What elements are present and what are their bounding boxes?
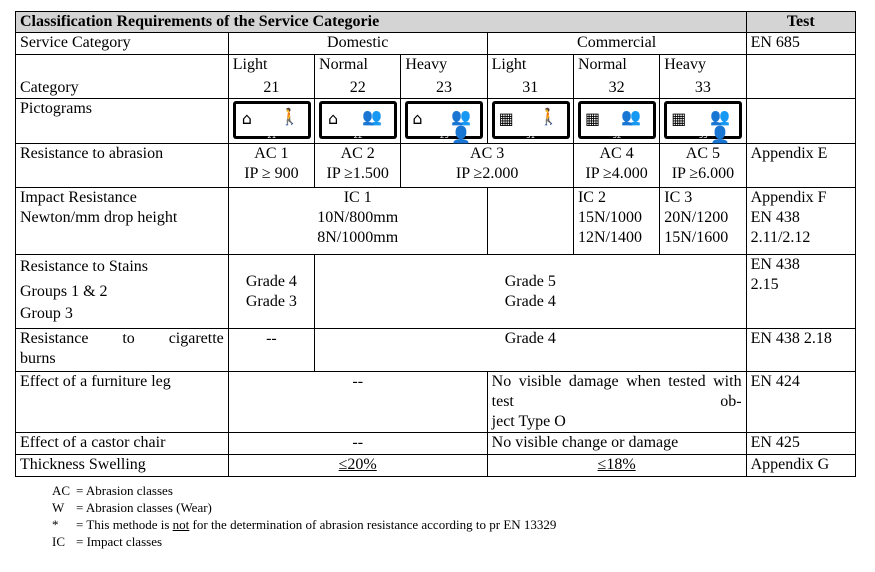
service-category-label: Service Category — [16, 33, 229, 55]
category-label: Category — [16, 78, 229, 99]
pictogram-31-icon: ▦ 🚶 31 — [492, 101, 570, 139]
castor-com: No visible change or damage — [487, 433, 746, 455]
impact-label-cell — [16, 188, 229, 255]
abrasion-ac2-cell — [315, 144, 401, 188]
abrasion-label: Resistance to abrasion — [16, 144, 229, 188]
pictogram-32-icon: ▦ 👥 32 — [578, 101, 656, 139]
swelling-label: Thickness Swelling — [16, 455, 229, 477]
cigarette-label-line2: burns — [20, 350, 56, 367]
abrasion-ip3: IP ≥2.000 — [455, 165, 519, 182]
blank-cell — [746, 78, 855, 99]
impact-ic3-cell — [660, 188, 746, 255]
impact-test-2: EN 438 — [750, 209, 800, 226]
cigarette-label-cell — [16, 329, 229, 372]
test-en685: EN 685 — [746, 33, 855, 55]
impact-test-3: 2.11/2.12 — [750, 229, 811, 246]
abrasion-ac3: AC 3 — [470, 145, 505, 162]
stains-dom-g3: Grade 3 — [245, 292, 297, 310]
level-heavy-com: Heavy — [660, 55, 746, 78]
abrasion-ac1: AC 1 — [254, 145, 289, 162]
stains-groups-12: Groups 1 & 2 — [20, 283, 108, 300]
cigarette-label-line1: Resistance to cigarette — [20, 330, 224, 347]
stains-com-cell — [315, 255, 747, 329]
pictogram-cell — [660, 99, 746, 144]
impact-test-cell — [746, 188, 855, 255]
abrasion-ac4-cell — [573, 144, 659, 188]
table-title: Classification Requirements of the Service Categorie — [16, 12, 747, 33]
abrasion-ac2: AC 2 — [340, 145, 375, 162]
footnote-w: W = Abrasion classes (Wear) — [52, 500, 212, 515]
category-31: 31 — [487, 78, 573, 99]
pictogram-33-icon: ▦ 👥👤 33 — [664, 101, 742, 139]
level-normal-dom: Normal — [315, 55, 401, 78]
stains-com-g12: Grade 5 — [504, 272, 556, 290]
furniture-com-line1: No visible damage when tested with test ob- — [491, 373, 742, 410]
furniture-com-line2: ject Type O — [491, 413, 566, 430]
abrasion-ip4: IP ≥4.000 — [585, 165, 648, 182]
impact-ic1-cell — [228, 188, 487, 255]
swelling-dom: ≤20% — [228, 455, 487, 477]
furniture-dom: -- — [228, 372, 487, 433]
swelling-test: Appendix G — [746, 455, 855, 477]
castor-test: EN 425 — [746, 433, 855, 455]
stains-dom-g12: Grade 4 — [245, 272, 297, 290]
stains-test-1: EN 438 — [750, 256, 800, 273]
stains-group-3: Group 3 — [20, 305, 73, 322]
impact-ic1: IC 1 — [343, 189, 372, 206]
category-33: 33 — [660, 78, 746, 99]
pictogram-21-icon: ⌂ 🚶 21 — [233, 101, 311, 139]
abrasion-ac3-cell — [401, 144, 574, 188]
footnotes — [52, 482, 556, 550]
impact-label: Impact Resistance — [20, 189, 137, 206]
abrasion-test: Appendix E — [746, 144, 855, 188]
category-22: 22 — [315, 78, 401, 99]
category-21: 21 — [228, 78, 314, 99]
footnote-ac: AC = Abrasion classes — [52, 483, 173, 498]
pictogram-22-icon: ⌂ 👥 22 — [319, 101, 397, 139]
impact-ic1-a: 10N/800mm — [317, 209, 399, 226]
furniture-com-cell — [487, 372, 746, 433]
stains-label: Resistance to Stains — [20, 258, 148, 275]
stains-test-cell — [746, 255, 855, 329]
castor-label: Effect of a castor chair — [16, 433, 229, 455]
blank-cell — [746, 55, 855, 78]
level-heavy-dom: Heavy — [401, 55, 487, 78]
domestic-header: Domestic — [228, 33, 487, 55]
pictogram-cell — [315, 99, 401, 144]
impact-ic2-a: 15N/1000 — [577, 209, 642, 226]
abrasion-ac4: AC 4 — [599, 145, 634, 162]
castor-dom: -- — [228, 433, 487, 455]
abrasion-ip5: IP ≥6.000 — [671, 165, 735, 182]
blank-cell — [16, 55, 229, 78]
impact-ic3-a: 20N/1200 — [664, 209, 729, 226]
category-23: 23 — [401, 78, 487, 99]
abrasion-ip2: IP ≥1.500 — [326, 165, 389, 182]
pictogram-cell — [401, 99, 487, 144]
cigarette-com: Grade 4 — [315, 329, 747, 372]
classification-table — [15, 11, 856, 477]
category-32: 32 — [573, 78, 659, 99]
impact-ic2-b: 12N/1400 — [577, 229, 642, 246]
impact-ic2: IC 2 — [577, 189, 606, 206]
cigarette-dom: -- — [228, 329, 314, 372]
level-light-dom: Light — [228, 55, 314, 78]
stains-com-g3: Grade 4 — [504, 292, 556, 310]
level-normal-com: Normal — [573, 55, 659, 78]
pictogram-cell — [228, 99, 314, 144]
commercial-header: Commercial — [487, 33, 746, 55]
level-light-com: Light — [487, 55, 573, 78]
furniture-label: Effect of a furniture leg — [16, 372, 229, 433]
abrasion-ac5-cell — [660, 144, 746, 188]
pictogram-cell — [487, 99, 573, 144]
stains-label-cell — [16, 255, 229, 329]
abrasion-ac1-cell — [228, 144, 314, 188]
swelling-com: ≤18% — [487, 455, 746, 477]
impact-sublabel: Newton/mm drop height — [20, 209, 178, 226]
impact-ic1-b: 8N/1000mm — [317, 229, 399, 246]
cigarette-test: EN 438 2.18 — [746, 329, 855, 372]
footnote-star: * = This methode is not for the determination of abrasion resistance according to pr EN 13329 — [52, 517, 557, 532]
test-header: Test — [746, 12, 855, 33]
furniture-test: EN 424 — [746, 372, 855, 433]
stains-dom-cell — [228, 255, 314, 329]
abrasion-ip1: IP ≥ 900 — [244, 165, 299, 182]
blank-cell — [746, 99, 855, 144]
impact-test-1: Appendix F — [750, 189, 827, 206]
pictogram-23-icon: ⌂ 👥👤 23 — [405, 101, 483, 139]
blank-cell — [487, 188, 573, 255]
stains-test-2: 2.15 — [750, 276, 779, 293]
pictogram-cell — [573, 99, 659, 144]
impact-ic2-cell — [573, 188, 659, 255]
footnote-ic: IC = Impact classes — [52, 534, 163, 549]
pictograms-label: Pictograms — [16, 99, 229, 144]
impact-ic3: IC 3 — [664, 189, 693, 206]
abrasion-ac5: AC 5 — [685, 145, 721, 162]
impact-ic3-b: 15N/1600 — [664, 229, 729, 246]
